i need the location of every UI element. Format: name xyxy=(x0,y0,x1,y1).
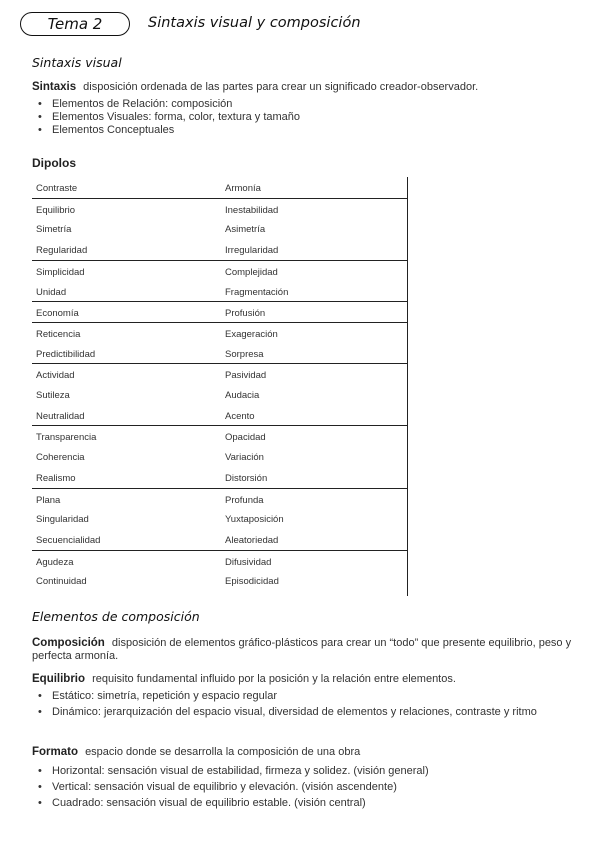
table-row xyxy=(32,446,407,467)
dipolo-left: Sutileza xyxy=(36,390,70,401)
table-row xyxy=(32,343,407,364)
table-row xyxy=(32,405,407,426)
table-row xyxy=(32,425,407,447)
topic-number-badge: Tema 2 xyxy=(20,12,130,36)
equilibrio-term: Equilibrio xyxy=(32,673,86,685)
formato-definition-text: espacio donde se desarrolla la composición de una obra xyxy=(85,746,361,758)
formato-term: Formato xyxy=(32,746,78,758)
dipolo-left: Predictibilidad xyxy=(36,348,96,360)
dipolo-left: Neutralidad xyxy=(36,410,85,422)
dipolos-heading: Dipolos xyxy=(32,156,76,170)
list-item: • Elementos de Relación: composición xyxy=(38,98,574,111)
dipolo-left: Simetría xyxy=(36,224,72,236)
dipolo-right: Difusividad xyxy=(225,556,272,568)
table-row xyxy=(32,301,407,323)
table-row xyxy=(32,550,407,572)
section-title-sintaxis: Sintaxis visual xyxy=(32,55,122,70)
equilibrio-definition-text: requisito fundamental influido por la posición y la relación entre elementos. xyxy=(92,673,456,685)
dipolo-right: Distorsión xyxy=(225,472,268,484)
dipolo-right: Inestabilidad xyxy=(225,204,279,216)
dipolo-right: Variación xyxy=(225,452,264,464)
dipolo-right: Audacia xyxy=(225,390,260,401)
dipolo-right: Episodicidad xyxy=(225,576,279,588)
dipolo-right: Armonía xyxy=(225,183,261,194)
dipolo-left: Agudeza xyxy=(36,556,74,568)
table-row xyxy=(32,467,407,488)
table-row xyxy=(32,177,407,198)
equilibrio-definition xyxy=(32,673,572,686)
dipolo-right: Exageración xyxy=(225,328,278,340)
dipolos-table xyxy=(32,177,408,596)
dipolo-right: Sorpresa xyxy=(225,348,264,360)
dipolo-left: Regularidad xyxy=(36,245,88,257)
composicion-term: Composición xyxy=(32,637,105,649)
dipolo-right: Profusión xyxy=(225,308,266,320)
dipolo-left: Actividad xyxy=(36,370,75,382)
section-title-composicion: Elementos de composición xyxy=(32,609,200,624)
table-row xyxy=(32,322,407,344)
formato-bullet-list xyxy=(38,765,574,810)
table-row xyxy=(32,198,407,220)
dipolo-left: Realismo xyxy=(36,472,76,484)
dipolo-left: Continuidad xyxy=(36,576,87,588)
table-row xyxy=(32,218,407,239)
dipolo-left: Simplicidad xyxy=(36,266,85,278)
table-row xyxy=(32,281,407,302)
table-row xyxy=(32,363,407,385)
page-title: Sintaxis visual y composición xyxy=(148,15,361,31)
dipolo-right: Aleatoriedad xyxy=(225,534,279,546)
dipolo-right: Yuxtaposición xyxy=(225,514,284,526)
dipolo-left: Reticencia xyxy=(36,328,81,340)
sintaxis-definition-text: disposición ordenada de las partes para crear un significado creador-observador. xyxy=(83,81,479,93)
dipolo-left: Singularidad xyxy=(36,514,89,526)
list-item: • Elementos Conceptuales xyxy=(38,124,574,137)
table-right-border xyxy=(407,177,408,596)
table-row xyxy=(32,508,407,529)
table-row xyxy=(32,239,407,260)
composicion-definition xyxy=(32,637,572,663)
table-row xyxy=(32,570,407,591)
dipolo-left: Equilibrio xyxy=(36,204,76,216)
composicion-definition-text: disposición de elementos gráfico-plásticos para crear un “todo” que presente equilibrio, peso y perfecta armonía. xyxy=(32,637,572,662)
table-row xyxy=(32,529,407,550)
dipolo-left: Unidad xyxy=(36,286,67,298)
dipolo-right: Asimetría xyxy=(225,224,266,236)
dipolo-left: Secuencialidad xyxy=(36,534,101,546)
list-item: • Estático: simetría, repetición y espacio regular xyxy=(38,690,574,703)
dipolo-right: Profunda xyxy=(225,494,264,506)
list-item: • Vertical: sensación visual de equilibrio y elevación. (visión ascendente) xyxy=(38,781,574,794)
dipolo-right: Acento xyxy=(225,410,255,422)
list-item: • Elementos Visuales: forma, color, textura y tamaño xyxy=(38,111,574,124)
dipolo-left: Plana xyxy=(36,494,61,506)
table-row xyxy=(32,488,407,510)
list-item: • Horizontal: sensación visual de estabilidad, firmeza y solidez. (visión general) xyxy=(38,765,574,778)
dipolo-left: Transparencia xyxy=(36,432,97,444)
sintaxis-definition xyxy=(32,81,572,94)
dipolo-right: Irregularidad xyxy=(225,245,279,257)
list-item: • Cuadrado: sensación visual de equilibrio estable. (visión central) xyxy=(38,797,574,810)
dipolo-right: Fragmentación xyxy=(225,286,289,298)
sintaxis-bullet-list xyxy=(38,98,574,137)
formato-definition xyxy=(32,746,572,759)
dipolo-right: Opacidad xyxy=(225,432,266,444)
table-row xyxy=(32,260,407,282)
dipolo-left: Economía xyxy=(36,308,79,320)
dipolo-right: Pasividad xyxy=(225,370,267,382)
sintaxis-term: Sintaxis xyxy=(32,81,77,93)
table-row xyxy=(32,384,407,405)
dipolo-left: Contraste xyxy=(36,183,78,194)
dipolo-left: Coherencia xyxy=(36,452,85,464)
equilibrio-bullet-list xyxy=(38,690,574,719)
list-item: • Dinámico: jerarquización del espacio visual, diversidad de elementos y relaciones, contraste y ritmo xyxy=(38,706,574,719)
dipolo-right: Complejidad xyxy=(225,266,278,278)
